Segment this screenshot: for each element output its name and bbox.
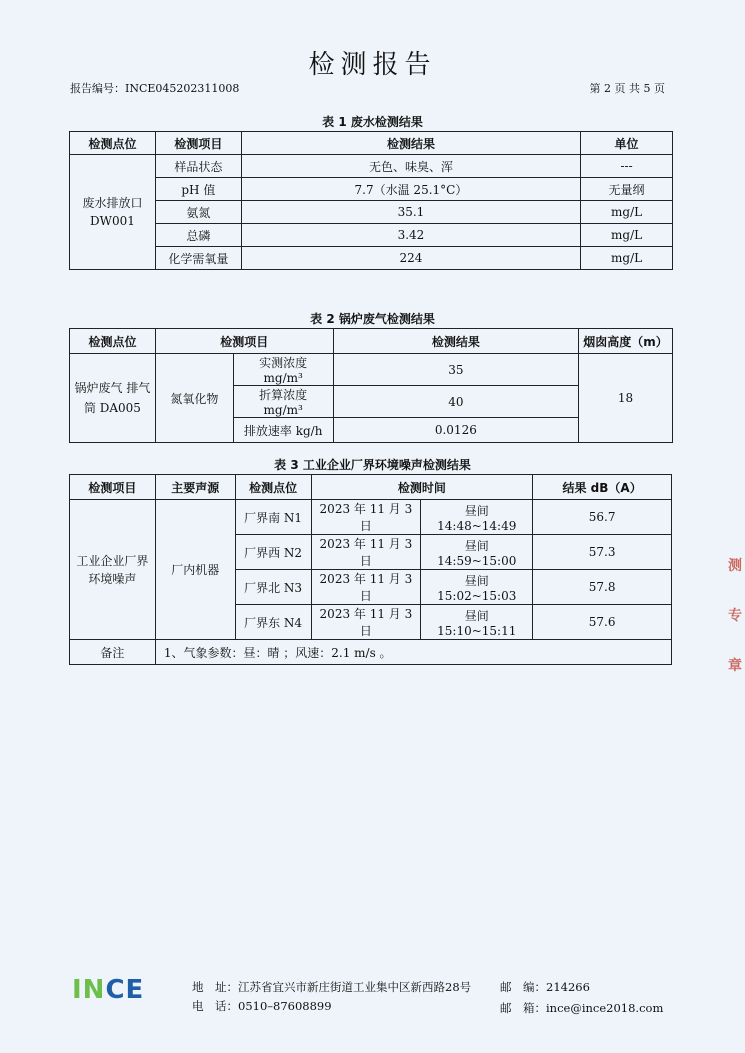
stamp-fragment: 测 专 章 <box>728 558 742 674</box>
unit-cell: mg/L <box>581 247 673 270</box>
result-cell: 3.42 <box>241 224 580 247</box>
pollutant-cell: 氮氧化物 <box>155 354 233 443</box>
table2-caption: 表 2 锅炉废气检测结果 <box>310 312 435 326</box>
header-cell: 检测结果 <box>333 329 578 354</box>
result-cell: 无色、味臭、浑 <box>241 155 580 178</box>
param-cell: 折算浓度 mg/m³ <box>233 386 333 418</box>
date-cell: 2023 年 11 月 3 日 <box>311 500 421 535</box>
point-cell: 厂界东 N4 <box>235 605 311 640</box>
result-cell: 57.6 <box>533 605 672 640</box>
time-cell: 昼间 14:48~14:49 <box>421 500 533 535</box>
header-cell: 检测项目 <box>155 132 241 155</box>
result-cell: 57.3 <box>533 535 672 570</box>
remark-row <box>70 640 672 665</box>
table1-caption: 表 1 废水检测结果 <box>322 115 423 129</box>
report-title: 检测报告 <box>308 50 437 80</box>
table-row <box>70 247 673 270</box>
stack-height-cell: 18 <box>579 354 673 443</box>
sampling-point: 锅炉废气 排气筒 DA005 <box>70 354 156 443</box>
date-cell: 2023 年 11 月 3 日 <box>311 535 421 570</box>
result-cell: 35.1 <box>241 201 580 224</box>
item-cell: 总磷 <box>155 224 241 247</box>
point-cell: 厂界西 N2 <box>235 535 311 570</box>
param-cell: 实测浓度 mg/m³ <box>233 354 333 386</box>
table-row <box>70 178 673 201</box>
table-row <box>70 155 673 178</box>
item-cell: 氨氮 <box>155 201 241 224</box>
boiler-gas-table <box>69 328 673 443</box>
result-cell: 35 <box>333 354 578 386</box>
unit-cell: --- <box>581 155 673 178</box>
header-cell: 检测结果 <box>241 132 580 155</box>
report-number: 报告编号：INCE045202311008 <box>70 82 240 95</box>
result-cell: 224 <box>241 247 580 270</box>
header-cell: 主要声源 <box>155 475 235 500</box>
noise-item-cell: 工业企业厂界环境噪声 <box>70 500 156 640</box>
point-cell: 厂界北 N3 <box>235 570 311 605</box>
header-cell: 检测时间 <box>311 475 533 500</box>
unit-cell: 无量纲 <box>581 178 673 201</box>
remark-text: 1、气象参数：昼：晴 ；风速：2.1 m/s 。 <box>155 640 671 665</box>
point-cell: 厂界南 N1 <box>235 500 311 535</box>
company-logo: INCE <box>72 975 145 1005</box>
time-cell: 昼间 15:10~15:11 <box>421 605 533 640</box>
result-cell: 40 <box>333 386 578 418</box>
table-header-row <box>70 132 673 155</box>
result-cell: 0.0126 <box>333 418 578 443</box>
time-cell: 昼间 14:59~15:00 <box>421 535 533 570</box>
param-cell: 排放速率 kg/h <box>233 418 333 443</box>
time-cell: 昼间 15:02~15:03 <box>421 570 533 605</box>
date-cell: 2023 年 11 月 3 日 <box>311 570 421 605</box>
result-cell: 57.8 <box>533 570 672 605</box>
table-row <box>70 500 672 535</box>
table3-caption: 表 3 工业企业厂界环境噪声检测结果 <box>274 458 471 472</box>
result-cell: 56.7 <box>533 500 672 535</box>
item-cell: pH 值 <box>155 178 241 201</box>
remark-label: 备注 <box>70 640 156 665</box>
footer-email: 邮 箱：ince@ince2018.com <box>500 1001 664 1015</box>
header-cell: 烟囱高度（m） <box>579 329 673 354</box>
table-header-row <box>70 329 673 354</box>
wastewater-table <box>69 131 673 270</box>
header-cell: 检测项目 <box>155 329 333 354</box>
header-cell: 结果 dB（A） <box>533 475 672 500</box>
footer-postcode: 邮 编：214266 <box>500 980 590 994</box>
table-header-row <box>70 475 672 500</box>
unit-cell: mg/L <box>581 201 673 224</box>
result-cell: 7.7（水温 25.1°C） <box>241 178 580 201</box>
header-cell: 检测点位 <box>70 132 156 155</box>
header-cell: 检测点位 <box>235 475 311 500</box>
noise-table <box>69 474 672 665</box>
table-row <box>70 201 673 224</box>
sampling-point: 废水排放口 DW001 <box>70 155 156 270</box>
unit-cell: mg/L <box>581 224 673 247</box>
header-cell: 检测项目 <box>70 475 156 500</box>
footer-address: 地 址：江苏省宜兴市新庄街道工业集中区新西路28号 <box>192 980 472 994</box>
page-number: 第 2 页 共 5 页 <box>589 82 665 95</box>
footer-phone: 电 话：0510–87608899 <box>192 999 332 1013</box>
noise-source-cell: 厂内机器 <box>155 500 235 640</box>
table-row <box>70 224 673 247</box>
header-cell: 单位 <box>581 132 673 155</box>
table-row <box>70 354 673 386</box>
date-cell: 2023 年 11 月 3 日 <box>311 605 421 640</box>
header-cell: 检测点位 <box>70 329 156 354</box>
item-cell: 化学需氧量 <box>155 247 241 270</box>
item-cell: 样品状态 <box>155 155 241 178</box>
